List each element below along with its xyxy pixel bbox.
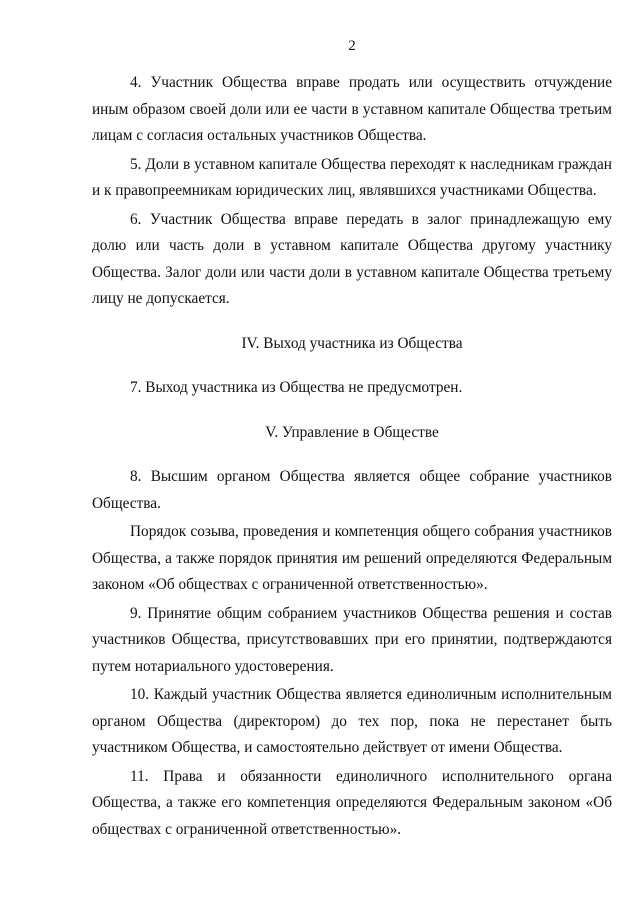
paragraph-7: 7. Выход участника из Общества не предусмотрен. bbox=[130, 379, 463, 396]
paragraph-11: 11. Права и обязанности единоличного исполнительного органа Общества, а также его компетенция определяются Федеральным законом «Об обществах с ограниченной ответственностью». bbox=[92, 767, 612, 838]
page-number: 2 bbox=[348, 38, 356, 54]
paragraph-9: 9. Принятие общим собранием участников Общества решения и состав участников Общества, присутствовавших при его принятии, подтверждаются путем нотариального удостоверения. bbox=[92, 604, 612, 675]
paragraph-5: 5. Доли в уставном капитале Общества переходят к наследникам граждан и к правопреемникам юридических лиц, являвшихся участниками Общества. bbox=[92, 155, 612, 199]
document-page bbox=[92, 36, 612, 845]
paragraph-10: 10. Каждый участник Общества является единоличным исполнительным органом Общества (директором) до тех пор, пока не перестанет быть участником Общества, и самостоятельно действует от имени Общества. bbox=[92, 686, 612, 756]
paragraph-8-continuation: Порядок созыва, проведения и компетенция общего собрания участников Общества, а также порядок принятия им решений определяются Федеральным законом «Об обществах с ограниченной ответственностью». bbox=[92, 523, 612, 593]
section-heading-v: V. Управление в Обществе bbox=[265, 423, 439, 441]
paragraph-4: 4. Участник Общества вправе продать или осуществить отчуждение иным образом своей доли или ее части в уставном капитале Общества третьим лицам с согласия остальных участников Общества. bbox=[92, 74, 612, 144]
paragraph-6: 6. Участник Общества вправе передать в залог принадлежащую ему долю или часть доли в уставном капитале Общества другому участнику Общества. Залог доли или части доли в уставном капитале Общества третьему лицу не допускается. bbox=[92, 210, 612, 307]
paragraph-8: 8. Высшим органом Общества является общее собрание участников Общества. bbox=[92, 468, 612, 512]
section-heading-iv: IV. Выход участника из Общества bbox=[241, 334, 463, 352]
